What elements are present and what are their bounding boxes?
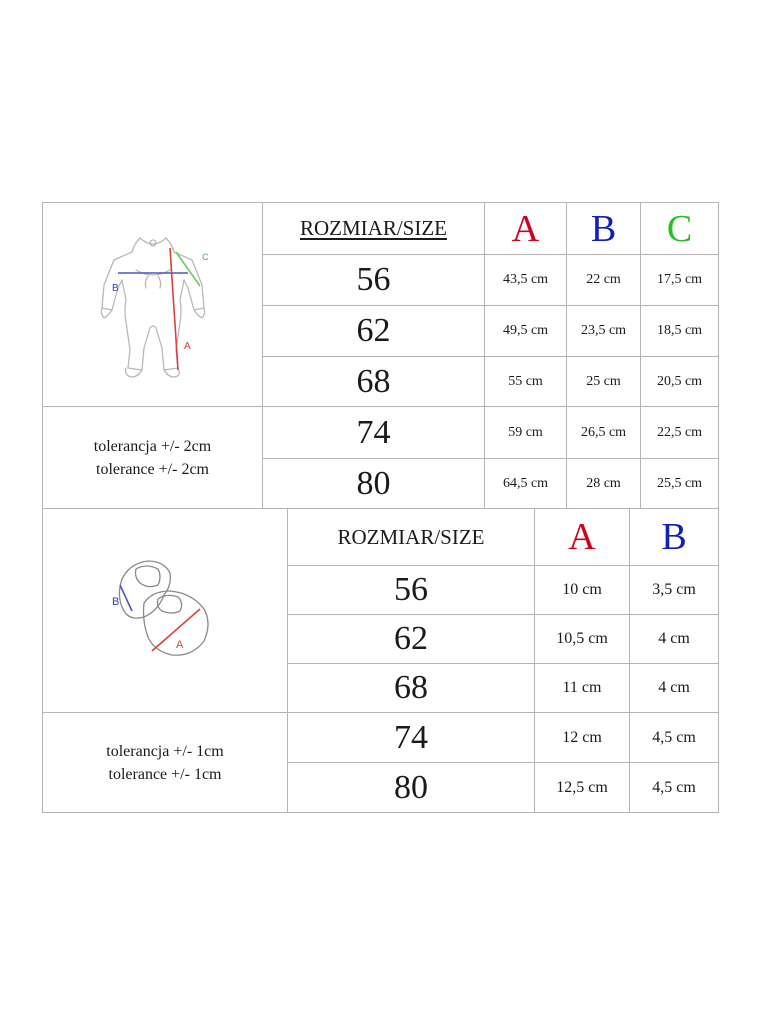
- dim-b-cell: 4,5 cm: [630, 763, 719, 813]
- tolerance-cell: [43, 713, 288, 813]
- size-cell: 56: [288, 566, 535, 615]
- booties-sketch-icon: [100, 551, 230, 671]
- dim-a-cell: 49,5 cm: [485, 306, 567, 357]
- size-cell: 56: [263, 255, 485, 306]
- dim-a-cell: 10 cm: [535, 566, 630, 615]
- dim-b-cell: 28 cm: [567, 459, 641, 509]
- dim-a-cell: 55 cm: [485, 357, 567, 407]
- sketch-label-a: A: [176, 638, 184, 651]
- dim-b-cell: 22 cm: [567, 255, 641, 306]
- romper-sketch-cell: [43, 203, 263, 407]
- header-size-label: ROZMIAR/SIZE: [288, 509, 535, 566]
- dim-c-cell: 25,5 cm: [641, 459, 719, 509]
- size-cell: 68: [263, 357, 485, 407]
- dim-b-cell: 23,5 cm: [567, 306, 641, 357]
- size-cell: 62: [288, 615, 535, 664]
- romper-size-chart: [42, 202, 719, 509]
- header-a: A: [485, 203, 567, 255]
- dim-a-cell: 12,5 cm: [535, 763, 630, 813]
- sketch-label-b: B: [111, 282, 119, 294]
- tolerance-pl-text: tolerancja +/- 1cm: [106, 742, 224, 760]
- dim-c-cell: 22,5 cm: [641, 407, 719, 459]
- header-b: B: [567, 203, 641, 255]
- size-cell: 68: [288, 664, 535, 713]
- size-cell: 74: [288, 713, 535, 763]
- dim-c-cell: 17,5 cm: [641, 255, 719, 306]
- booties-size-chart: [42, 508, 719, 813]
- dim-a-cell: 12 cm: [535, 713, 630, 763]
- header-b: B: [630, 509, 719, 566]
- dim-b-cell: 4 cm: [630, 664, 719, 713]
- header-c: C: [641, 203, 719, 255]
- header-size-label: ROZMIAR/SIZE: [263, 203, 485, 255]
- dim-c-cell: 18,5 cm: [641, 306, 719, 357]
- dim-a-cell: 43,5 cm: [485, 255, 567, 306]
- size-cell: 62: [263, 306, 485, 357]
- dim-b-cell: 4 cm: [630, 615, 719, 664]
- size-cell: 74: [263, 407, 485, 459]
- dim-a-cell: 64,5 cm: [485, 459, 567, 509]
- sketch-label-b: B: [112, 595, 120, 608]
- tolerance-cell: [43, 407, 263, 509]
- tolerance-en-text: tolerance +/- 1cm: [108, 765, 222, 783]
- dim-a-cell: 10,5 cm: [535, 615, 630, 664]
- dim-b-cell: 3,5 cm: [630, 566, 719, 615]
- dim-a-cell: 11 cm: [535, 664, 630, 713]
- dim-b-cell: 25 cm: [567, 357, 641, 407]
- dim-b-cell: 26,5 cm: [567, 407, 641, 459]
- booties-sketch-cell: [43, 509, 288, 713]
- tolerance-en-text: tolerance +/- 2cm: [96, 460, 209, 478]
- sketch-label-a: A: [183, 340, 191, 352]
- size-cell: 80: [263, 459, 485, 509]
- sketch-label-c: C: [201, 251, 208, 262]
- tolerance-pl-text: tolerancja +/- 2cm: [93, 437, 212, 455]
- dim-a-cell: 59 cm: [485, 407, 567, 459]
- romper-sketch-icon: [78, 230, 228, 380]
- header-a: A: [535, 509, 630, 566]
- size-cell: 80: [288, 763, 535, 813]
- dim-b-cell: 4,5 cm: [630, 713, 719, 763]
- dim-c-cell: 20,5 cm: [641, 357, 719, 407]
